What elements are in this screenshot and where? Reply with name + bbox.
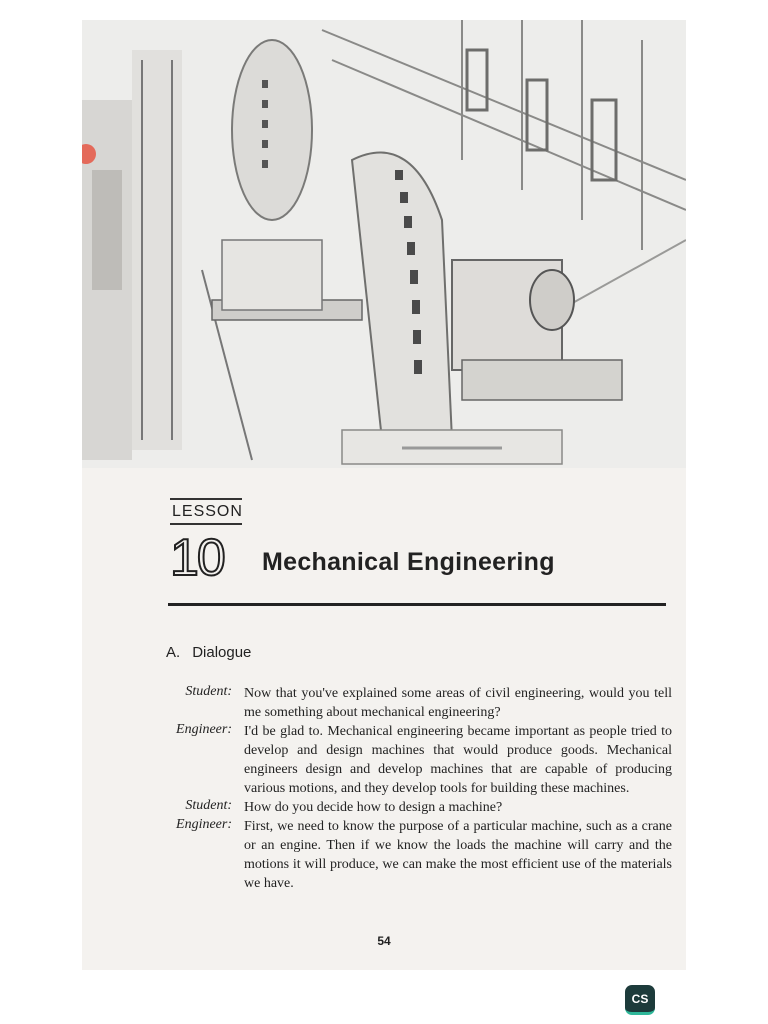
speaker-label: Engineer: <box>176 722 232 737</box>
dialogue-turn <box>152 817 672 893</box>
page-number: 54 <box>377 934 391 948</box>
speech-text: First, we need to know the purpose of a particular machine, such as a crane or an engine. Then if we know the loads the machine will carry and the motions it will produce, we can make the most efficient use of the materials we have. <box>244 819 672 891</box>
dialogue-turn <box>152 684 672 722</box>
dialogue-turn <box>152 722 672 798</box>
title-divider <box>168 603 666 606</box>
book-page <box>82 20 686 970</box>
speaker-label: Student: <box>185 684 232 699</box>
speaker-label: Engineer: <box>176 817 232 832</box>
dialogue <box>152 684 672 893</box>
lesson-number: 10 <box>170 529 224 587</box>
speech-text: I'd be glad to. Mechanical engineering became important as people tried to develop and design machines that would produce goods. Mechanical engineers design and develop machines that are capable of producing various motions, and they develop tools for building these machines. <box>244 724 672 796</box>
dialogue-turn <box>152 798 672 817</box>
speech-text: Now that you've explained some areas of civil engineering, would you tell me something about mechanical engineering? <box>244 686 672 720</box>
machinery-photo <box>82 20 686 468</box>
section-title: Dialogue <box>192 644 252 661</box>
lesson-label: LESSON <box>170 498 242 525</box>
speaker-label: Student: <box>185 798 232 813</box>
generator-hall-illustration <box>82 20 686 468</box>
camscanner-badge[interactable]: CS <box>625 985 655 1015</box>
lesson-title: Mechanical Engineering <box>262 548 555 576</box>
speech-text: How do you decide how to design a machine? <box>244 800 503 815</box>
section-heading <box>166 644 251 661</box>
section-letter: A. <box>166 644 181 661</box>
